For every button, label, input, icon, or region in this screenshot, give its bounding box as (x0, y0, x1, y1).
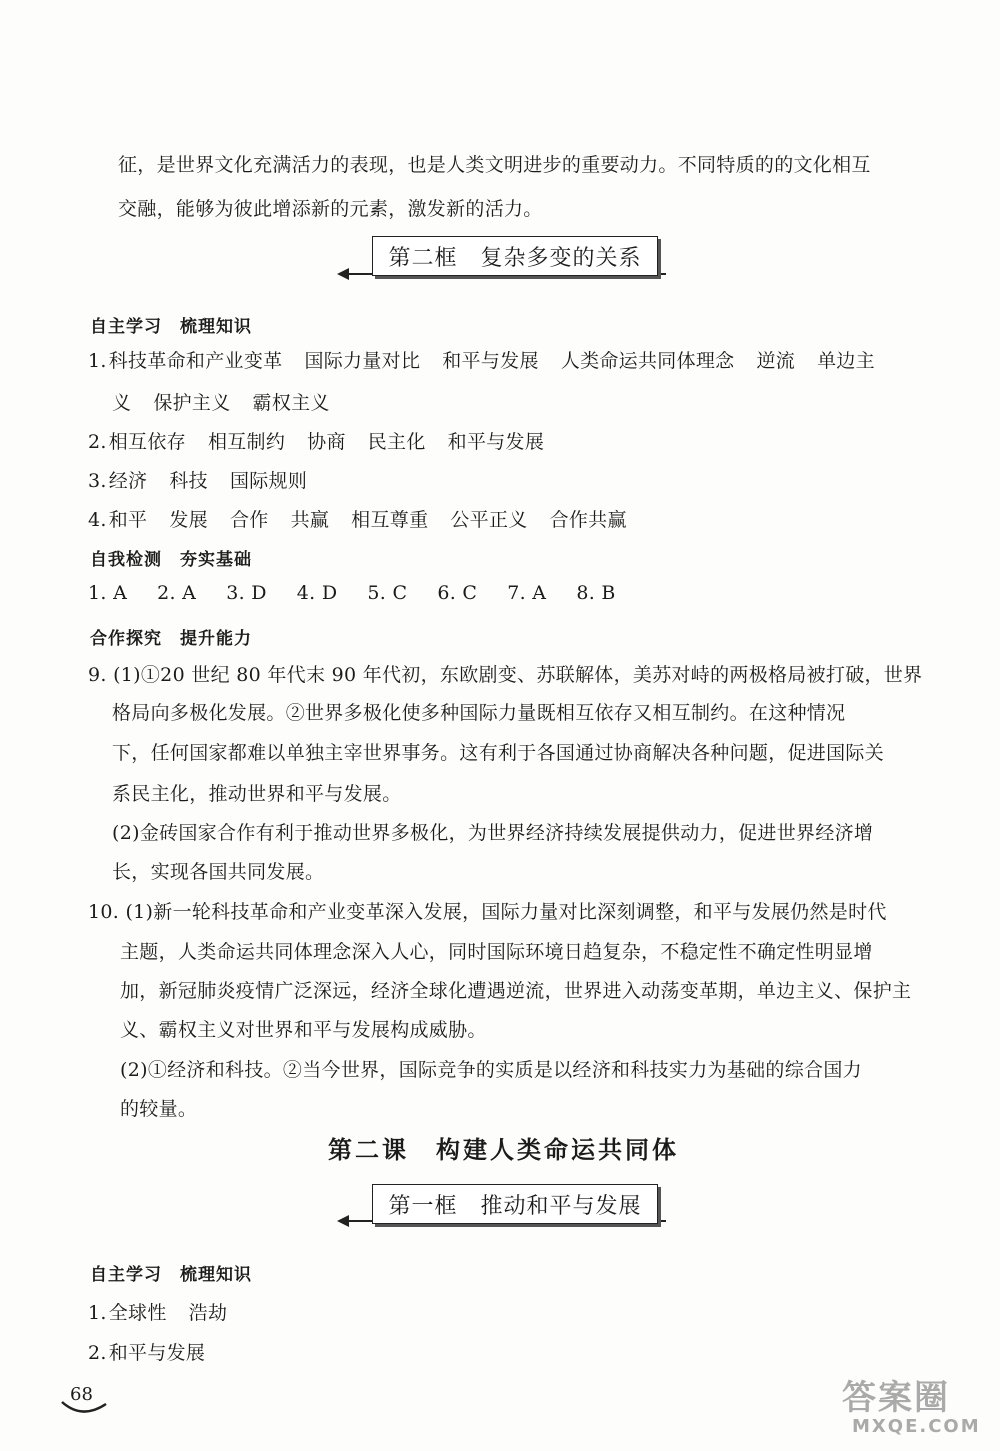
term: 保护主义 (153, 392, 231, 414)
term: 合作 (229, 509, 269, 531)
answer-line: 系民主化，推动世界和平与发展。 (112, 783, 402, 805)
section-heading: 自主学习 梳理知识 (90, 317, 252, 337)
term: 相互制约 (207, 431, 286, 453)
term: 科技革命和产业变革 (108, 350, 283, 372)
frame-title-box (372, 1184, 658, 1224)
answer-list (88, 582, 646, 604)
answer: 7. A (507, 582, 547, 604)
term: 共赢 (290, 509, 330, 531)
term: 人类命运共同体理念 (560, 350, 735, 372)
term: 科技 (169, 470, 208, 492)
page-number: 68 (70, 1384, 93, 1405)
list-item (88, 466, 329, 493)
answer-line: 格局向多极化发展。②世界多极化使多种国际力量既相互依存又相互制约。在这种情况 (112, 702, 846, 724)
list-item-continuation (112, 388, 352, 415)
term: 合作共赢 (549, 509, 627, 531)
frame-title: 第一框 推动和平与发展 (388, 1193, 642, 1219)
answer: 5. C (367, 582, 408, 604)
term: 和平 (108, 509, 148, 531)
lesson-title: 第二课 构建人类命运共同体 (328, 1135, 679, 1164)
answer-line: 加，新冠肺炎疫情广泛深远，经济全球化遭遇逆流，世界进入动荡变革期，单边主义、保护主 (120, 980, 912, 1002)
answer: 6. C (437, 582, 478, 604)
frame-title: 第二框 复杂多变的关系 (388, 245, 642, 271)
term: 浩劫 (188, 1302, 228, 1324)
answer-line: 9. (1)①20 世纪 80 年代末 90 年代初，东欧剧变、苏联解体，美苏对峙的两极格局被打破，世界 (88, 664, 923, 686)
answer-line: 的较量。 (120, 1098, 198, 1120)
intro-line-1: 征，是世界文化充满活力的表现，也是人类文明进步的重要动力。不同特质的的文化相互 (118, 154, 871, 176)
page-swoosh-icon (60, 1398, 110, 1420)
item-number: 4. (88, 509, 107, 531)
answer-line: 义、霸权主义对世界和平与发展构成威胁。 (120, 1019, 487, 1041)
term: 民主化 (367, 431, 426, 453)
watermark-url: MXQE.COM (852, 1416, 981, 1437)
answer: 3. D (226, 582, 267, 604)
section-heading: 合作探究 提升能力 (90, 629, 252, 649)
item-number: 3. (88, 470, 107, 492)
list-item (88, 1338, 227, 1365)
section-heading: 自主学习 梳理知识 (90, 1265, 252, 1285)
answer-line: 10. (1)新一轮科技革命和产业变革深入发展，国际力量对比深刻调整，和平与发展仍然是时代 (88, 901, 887, 923)
intro-line-2: 交融，能够为彼此增添新的元素，激发新的活力。 (118, 198, 543, 220)
term: 协商 (307, 431, 346, 453)
list-item (88, 427, 566, 454)
answer: 4. D (296, 582, 338, 604)
item-number: 2. (88, 431, 107, 453)
term: 单边主 (817, 350, 875, 372)
answer-line: 主题，人类命运共同体理念深入人心，同时国际环境日趋复杂，不稳定性不确定性明显增 (120, 941, 873, 963)
watermark-logo: 答案圈 (842, 1378, 950, 1418)
term: 霸权主义 (252, 392, 330, 414)
term: 发展 (169, 509, 208, 531)
answer-line: 长，实现各国共同发展。 (112, 861, 325, 883)
term: 相互尊重 (351, 509, 429, 531)
term: 国际力量对比 (304, 350, 421, 372)
answer-line: 下，任何国家都难以单独主宰世界事务。这有利于各国通过协商解决各种问题，促进国际关 (112, 742, 885, 764)
list-item (88, 1298, 249, 1325)
term: 国际规则 (229, 470, 308, 492)
term: 义 (112, 392, 132, 414)
answer: 8. B (576, 582, 616, 604)
term: 和平与发展 (447, 431, 545, 453)
item-number: 1. (88, 1302, 107, 1324)
term: 和平与发展 (442, 350, 539, 372)
answer: 2. A (157, 582, 197, 604)
section-heading: 自我检测 夯实基础 (90, 550, 252, 570)
list-item (88, 505, 649, 532)
term: 相互依存 (108, 431, 186, 453)
item-number: 1. (88, 350, 107, 372)
item-number: 2. (88, 1342, 107, 1364)
answer: 1. A (88, 582, 128, 604)
term: 全球性 (108, 1302, 167, 1324)
term: 经济 (108, 470, 148, 492)
term: 公平正义 (450, 509, 528, 531)
list-item (88, 346, 897, 373)
term: 和平与发展 (108, 1342, 206, 1364)
answer-line: (2)①经济和科技。②当今世界，国际竞争的实质是以经济和科技实力为基础的综合国力 (120, 1059, 862, 1081)
frame-title-box (372, 236, 658, 276)
answer-line: (2)金砖国家合作有利于推动世界多极化，为世界经济持续发展提供动力，促进世界经济增 (112, 822, 874, 844)
term: 逆流 (756, 350, 796, 372)
